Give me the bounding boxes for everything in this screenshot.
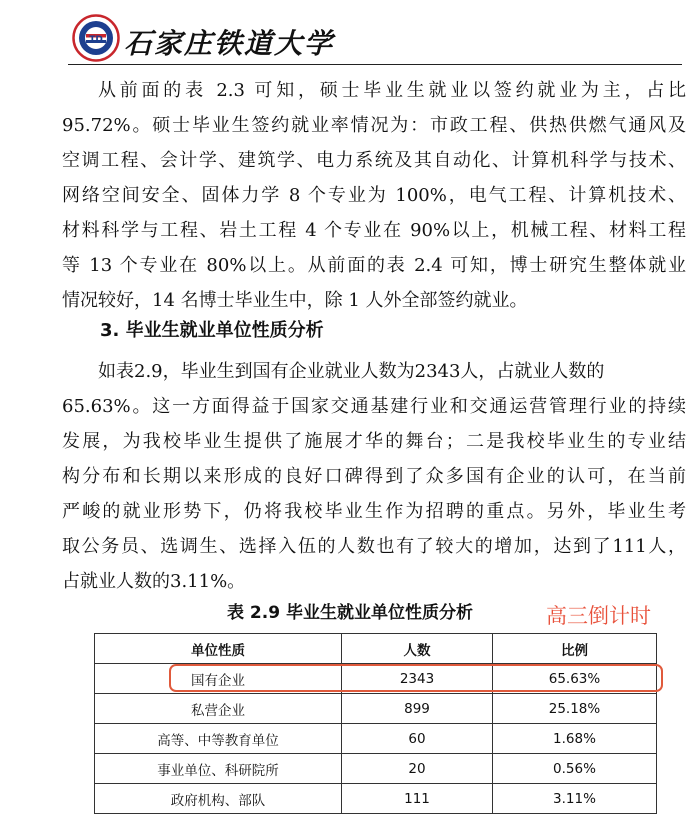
unit-nature-table [94, 633, 657, 814]
text-line: 网络空间安全、固体力学 8 个专业为 100%，电气工程、计算机技术、 [62, 185, 686, 206]
table-cell: 事业单位、科研院所 [95, 754, 342, 784]
text-line: 发展，为我校毕业生提供了施展才华的舞台；二是我校毕业生的专业结 [62, 431, 686, 452]
watermark-text: 高三倒计时 [546, 604, 651, 628]
text-line: 95.72%。硕士毕业生签约就业率情况为：市政工程、供热供燃气通风及 [62, 115, 686, 136]
text-line: 如表2.9，毕业生到国有企业就业人数为2343人，占就业人数的 [98, 361, 605, 382]
table-title: 表 2.9 毕业生就业单位性质分析 [227, 603, 473, 623]
header-cell: 比例 [493, 634, 657, 664]
header-cell: 单位性质 [95, 634, 342, 664]
table-cell: 25.18% [493, 694, 657, 724]
text-line: 空调工程、会计学、建筑学、电力系统及其自动化、计算机科学与技术、 [62, 150, 686, 171]
header-divider [68, 64, 682, 65]
text-line: 从前面的表 2.3 可知，硕士毕业生就业以签约就业为主，占比 [98, 80, 686, 101]
text-line: 情况较好，14 名博士毕业生中，除 1 人外全部签约就业。 [62, 290, 528, 311]
table-cell: 2343 [342, 664, 493, 694]
section-heading: 3. 毕业生就业单位性质分析 [100, 320, 324, 341]
table-cell: 20 [342, 754, 493, 784]
university-logo-icon [72, 14, 120, 62]
header-cell: 人数 [342, 634, 493, 664]
university-name: 石家庄铁道大学 [124, 27, 335, 60]
table-cell: 政府机构、部队 [95, 784, 342, 814]
table-header-row [95, 634, 657, 664]
text-line: 65.63%。这一方面得益于国家交通基建行业和交通运营管理行业的持续 [62, 396, 686, 417]
logo-text: TD [89, 35, 103, 45]
page-header [0, 0, 700, 66]
text-line: 占就业人数的3.11%。 [62, 571, 246, 592]
table-row [95, 724, 657, 754]
text-line: 构分布和长期以来形成的良好口碑得到了众多国有企业的认可，在当前 [62, 466, 686, 487]
table-cell: 899 [342, 694, 493, 724]
table-cell: 1.68% [493, 724, 657, 754]
table-row [95, 694, 657, 724]
table-cell: 国有企业 [95, 664, 342, 694]
table-cell: 3.11% [493, 784, 657, 814]
paragraph-employment-rate [62, 73, 686, 318]
paragraph-unit-nature [62, 354, 686, 599]
text-line: 材料科学与工程、岩土工程 4 个专业在 90%以上，机械工程、材料工程 [62, 220, 686, 241]
table-cell: 65.63% [493, 664, 657, 694]
text-line: 严峻的就业形势下，仍将我校毕业生作为招聘的重点。另外，毕业生考 [62, 501, 686, 522]
text-line: 取公务员、选调生、选择入伍的人数也有了较大的增加，达到了111人， [62, 536, 686, 557]
table-cell: 60 [342, 724, 493, 754]
table-cell: 高等、中等教育单位 [95, 724, 342, 754]
table-row [95, 784, 657, 814]
table-cell: 0.56% [493, 754, 657, 784]
table-row [95, 754, 657, 784]
text-line: 等 13 个专业在 80%以上。从前面的表 2.4 可知，博士研究生整体就业 [62, 255, 686, 276]
row-highlight-box [169, 664, 663, 692]
table-cell: 111 [342, 784, 493, 814]
table-cell: 私营企业 [95, 694, 342, 724]
